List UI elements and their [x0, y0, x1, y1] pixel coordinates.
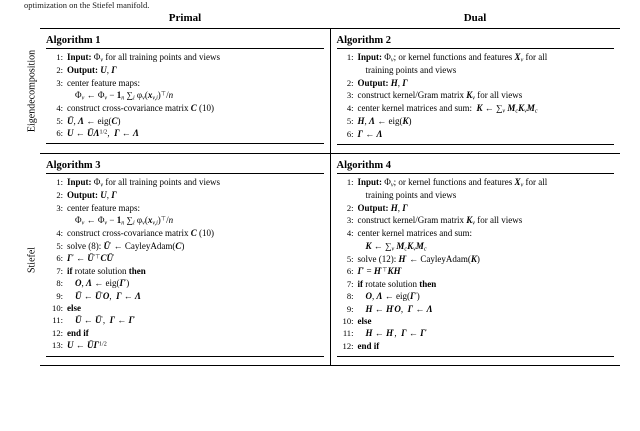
- algorithm-step-number: 11:: [52, 315, 63, 326]
- algorithm-step-text: Γ′ = H′⊤KH′: [357, 266, 402, 277]
- algorithm-step-text: Ū ← Ū′, Γ ← Γ′: [75, 315, 136, 326]
- algorithm-4-steps: [337, 177, 615, 353]
- algorithm-step: [337, 303, 615, 315]
- algorithm-step-text: Input: $\Phi_v$ for all training points and views: [67, 177, 221, 189]
- row-label-stiefel-text: Stiefel: [26, 246, 38, 273]
- algorithm-step: [46, 253, 324, 265]
- algorithm-step-number: 3:: [346, 90, 354, 101]
- algorithm-step: [337, 228, 615, 240]
- algorithm-step-text: solve (8): Ū′ ← CayleyAdam(C): [67, 240, 185, 251]
- algorithm-step: [337, 65, 615, 77]
- algorithm-step: [46, 115, 324, 127]
- algorithm-step: [337, 291, 615, 303]
- row-stiefel: [24, 154, 620, 365]
- algorithm-step: [337, 190, 615, 202]
- algorithm-step: [46, 340, 324, 352]
- algorithm-step-text: training points and views: [365, 65, 457, 76]
- algorithm-1-rule-bottom: [46, 143, 324, 144]
- algorithm-step-number: 3:: [56, 202, 63, 213]
- algorithm-step-text: else: [67, 303, 81, 313]
- algorithm-step-number: 8:: [346, 291, 354, 302]
- algorithm-step-text: construct kernel/Gram matrix $K_v$ for all views: [357, 90, 523, 102]
- algorithm-step-number: 8:: [56, 278, 63, 289]
- algorithm-2-title: Algorithm 2: [336, 35, 392, 46]
- algorithm-step-text: construct cross-covariance matrix C (10): [67, 228, 214, 239]
- algorithm-step-text: else: [357, 316, 372, 327]
- algorithm-step-number: 3:: [346, 215, 354, 226]
- algorithm-step-text: Output: H, Γ: [357, 202, 408, 213]
- algorithm-step-text: Output: U, Γ: [67, 65, 117, 76]
- row-label-eigendecomposition-text: Eigendecomposition: [26, 49, 38, 133]
- cell-dual-stiefel: [331, 154, 621, 365]
- algorithm-step-text: end if: [357, 340, 380, 351]
- algorithm-step: [337, 128, 615, 140]
- algorithm-4-rule-bottom: [337, 356, 615, 357]
- algorithm-step-text: Γ′ ← Ū′⊤CŪ′: [67, 253, 115, 264]
- algorithm-step-text: O, Λ ← eig(Γ′): [365, 291, 420, 302]
- algorithm-step-text: construct cross-covariance matrix C (10): [67, 103, 214, 114]
- algorithm-step-number: 9:: [56, 290, 63, 301]
- algorithm-step: [337, 240, 615, 253]
- algorithm-1-title: Algorithm 1: [46, 35, 101, 46]
- algorithm-step-number: 5:: [346, 253, 354, 264]
- algorithm-step-number: 4:: [56, 228, 63, 239]
- algorithm-step: [337, 103, 615, 116]
- algorithm-step-number: 13:: [52, 340, 63, 351]
- running-text-line: optimization on the Stiefel manifold.: [24, 0, 150, 10]
- algorithm-step-number: 1:: [346, 52, 354, 63]
- algorithm-3-title: Algorithm 3: [46, 159, 101, 171]
- algorithm-step-text: K ← $\sum_v$ $M_cK_vM_c$: [365, 240, 427, 252]
- algorithm-step-text: H, Λ ← eig(K): [357, 116, 412, 127]
- algorithm-step-number: 1:: [56, 52, 63, 63]
- algorithm-step-number: 5:: [56, 115, 63, 126]
- algorithm-step-text: Output: H, Γ: [357, 77, 408, 88]
- algorithm-4-rule: [337, 173, 615, 174]
- algorithm-step-number: 12:: [342, 340, 354, 351]
- column-header-primal: Primal: [168, 12, 202, 24]
- algorithm-step-text: U ← $Ū\Lambda^{1/2}$, Γ ← Λ: [67, 128, 140, 139]
- algorithm-1: [46, 35, 324, 144]
- algorithm-step-text: O, Λ ← eig(Γ′): [75, 278, 130, 289]
- algorithm-step-number: 2:: [346, 77, 354, 88]
- cell-primal-stiefel: [40, 154, 331, 365]
- algorithm-step: [46, 303, 324, 315]
- algorithm-1-steps: [46, 52, 324, 140]
- algorithm-step-number: 6:: [346, 128, 354, 139]
- algorithm-step-number: 5:: [346, 116, 354, 127]
- algorithm-step: [46, 52, 324, 65]
- cell-dual-eigendecomposition: [331, 29, 621, 153]
- column-header-dual: Dual: [463, 12, 487, 24]
- algorithm-step-text: Ū, Λ ← eig(C): [67, 115, 121, 126]
- table-rule-bottom: [40, 365, 620, 366]
- algorithm-step-number: 5:: [56, 240, 63, 251]
- row-label-eigendecomposition: [24, 29, 40, 153]
- algorithm-step: [46, 215, 324, 228]
- algorithm-step: [337, 341, 615, 353]
- algorithm-step: [46, 315, 324, 327]
- algorithm-step: [46, 190, 324, 202]
- algorithm-step-number: 10:: [342, 316, 354, 327]
- algorithm-2: [337, 35, 615, 145]
- algorithm-step: [337, 52, 615, 65]
- algorithm-step: [46, 240, 324, 252]
- algorithm-step-text: U ← $Ū\Gamma^{1/2}$: [67, 340, 107, 351]
- algorithm-step: [337, 116, 615, 128]
- algorithm-step: [46, 90, 324, 103]
- algorithm-step-text: center feature maps:: [67, 202, 140, 213]
- algorithm-step: [46, 290, 324, 302]
- algorithm-2-rule-bottom: [337, 144, 615, 145]
- algorithm-step-number: 1:: [56, 177, 63, 188]
- algorithm-step-text: center kernel matrices and sum:: [357, 228, 472, 239]
- algorithm-step: [337, 278, 615, 290]
- algorithm-step-number: 2:: [346, 202, 354, 213]
- column-headers: [24, 12, 620, 28]
- algorithm-step: [337, 266, 615, 278]
- row-label-gutter: [24, 12, 40, 24]
- algorithm-step: [46, 65, 324, 77]
- algorithm-step-text: end if: [67, 327, 89, 338]
- algorithm-step-text: Output: U, Γ: [67, 190, 117, 201]
- algorithm-step: [337, 202, 615, 214]
- algorithm-4: [337, 160, 615, 357]
- algorithm-3-rule: [46, 173, 324, 174]
- algorithm-step: [46, 77, 324, 89]
- algorithm-2-rule: [337, 48, 615, 49]
- algorithm-step: [337, 215, 615, 228]
- algorithm-step-text: Ū ← Ū′O, Γ ← Λ: [75, 290, 142, 301]
- row-label-stiefel: [24, 154, 40, 365]
- algorithm-step-text: $\Phi_v$ ← $\Phi_v - 1_n$ $\sum_i$ $\varphi_v(x_{v,i})^⊤/n$: [75, 90, 174, 102]
- algorithm-step-text: H ← H′, Γ ← Γ′: [365, 328, 427, 339]
- algorithm-3-steps: [46, 177, 324, 353]
- algorithm-step-number: 4:: [346, 103, 354, 114]
- algorithm-step-text: Input: $\Phi_v$ for all training points and views: [67, 52, 221, 64]
- algorithm-step-text: Input: $\Phi_v$; or kernel functions and features $X_v$ for all: [357, 52, 548, 64]
- algorithm-step: [46, 265, 324, 277]
- algorithm-step-text: $\Phi_v$ ← $\Phi_v - 1_n$ $\sum_i$ $\varphi_v(x_{v,i})^⊤/n$: [75, 215, 174, 227]
- algorithm-step-number: 6:: [346, 266, 354, 277]
- algorithm-step-number: 7:: [56, 265, 63, 276]
- cell-primal-eigendecomposition: [40, 29, 331, 153]
- algorithm-step: [337, 253, 615, 265]
- row-eigendecomposition: [24, 29, 620, 153]
- algorithm-step: [337, 177, 615, 190]
- algorithm-2-steps: [337, 52, 615, 141]
- algorithm-step-text: center kernel matrices and sum: K ← $\sum_v$ $M_cK_vM_c$: [357, 103, 538, 115]
- algorithm-step: [46, 202, 324, 214]
- algorithm-step-number: 3:: [56, 77, 63, 88]
- algorithm-step: [46, 177, 324, 190]
- algorithm-step: [337, 316, 615, 328]
- algorithm-table: [24, 12, 620, 366]
- algorithm-step-number: 9:: [346, 303, 354, 314]
- algorithm-step: [46, 103, 324, 115]
- algorithm-step-number: 2:: [56, 190, 63, 201]
- algorithm-4-title: Algorithm 4: [336, 159, 392, 171]
- algorithm-step-number: 1:: [346, 177, 354, 188]
- algorithm-step: [337, 90, 615, 103]
- algorithm-step-number: 7:: [346, 278, 354, 289]
- algorithm-step: [337, 77, 615, 89]
- algorithm-step: [46, 328, 324, 340]
- algorithm-step-number: 6:: [56, 253, 63, 264]
- algorithm-step-text: solve (12): H′ ← CayleyAdam(K): [357, 253, 480, 264]
- algorithm-step-number: 4:: [56, 103, 63, 114]
- algorithm-step-text: if rotate solution then: [357, 278, 437, 289]
- algorithm-step-number: 12:: [52, 327, 63, 338]
- algorithm-step-text: H ← H′O, Γ ← Λ: [365, 303, 433, 314]
- algorithm-step-number: 2:: [56, 65, 63, 76]
- algorithm-step-number: 4:: [346, 228, 354, 239]
- algorithm-3-rule-bottom: [46, 356, 324, 357]
- algorithm-step-text: center feature maps:: [67, 77, 140, 88]
- algorithm-step-text: Input: $\Phi_v$; or kernel functions and features $X_v$ for all: [357, 177, 548, 189]
- algorithm-step: [46, 228, 324, 240]
- algorithm-step-number: 11:: [342, 328, 354, 339]
- algorithm-step: [46, 278, 324, 290]
- algorithm-step-text: construct kernel/Gram matrix $K_v$ for all views: [357, 215, 523, 227]
- algorithm-3: [46, 160, 324, 357]
- algorithm-step: [337, 328, 615, 340]
- algorithm-step: [46, 128, 324, 140]
- algorithm-step-text: training points and views: [365, 190, 457, 201]
- algorithm-step-text: if rotate solution then: [67, 265, 146, 276]
- algorithm-step-text: Γ ← Λ: [357, 128, 383, 139]
- algorithm-1-rule: [46, 48, 324, 49]
- algorithm-step-number: 6:: [56, 128, 63, 139]
- algorithm-step-number: 10:: [52, 303, 63, 313]
